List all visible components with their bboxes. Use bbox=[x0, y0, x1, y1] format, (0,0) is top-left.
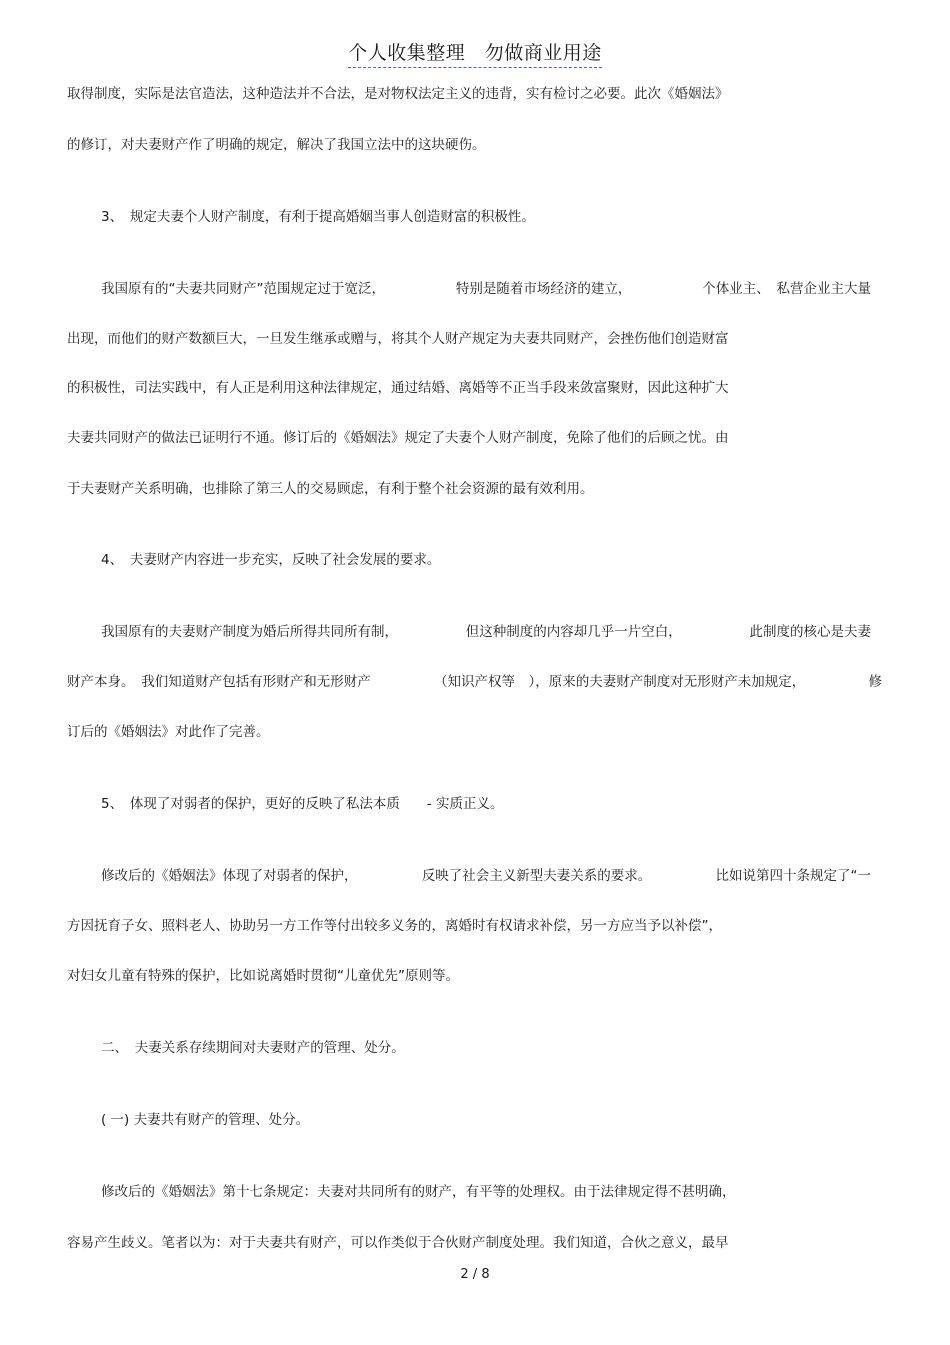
text-line: 出现，而他们的财产数额巨大，一旦发生继承或赠与，将其个人财产规定为夫妻共同财产，会挫伤他们创造财富 bbox=[67, 331, 729, 347]
text-line bbox=[67, 672, 882, 692]
text-segment: 我国原有的“夫妻共同财产”范围规定过于宽泛， bbox=[101, 281, 385, 297]
text-line: 取得制度，实际是法官造法，这种造法并不合法，是对物权法定主义的违背，实有检讨之必要。此次《婚姻法》 bbox=[67, 86, 729, 102]
text-line: 修改后的《婚姻法》第十七条规定：夫妻对共同所有的财产，有平等的处理权。由于法律规定得不甚明确， bbox=[101, 1184, 736, 1200]
subsection-heading: ( 一) 夫妻共有财产的管理、处分。 bbox=[101, 1112, 310, 1128]
text-segment: 但这种制度的内容却几乎一片空白， bbox=[465, 624, 682, 640]
section-heading: 3、 规定夫妻个人财产制度，有利于提高婚姻当事人创造财富的积极性。 bbox=[101, 209, 535, 225]
text-line bbox=[101, 622, 871, 642]
text-segment: （知识产权等 ），原来的夫妻财产制度对无形财产未加规定， bbox=[434, 674, 806, 690]
text-segment: 此制度的核心是夫妻 bbox=[749, 624, 871, 640]
text-segment: 我国原有的夫妻财产制度为婚后所得共同所有制， bbox=[101, 624, 398, 640]
text-segment: 修改后的《婚姻法》体现了对弱者的保护， bbox=[101, 868, 358, 884]
text-line: 方因抚育子女、照料老人、协助另一方工作等付出较多义务的，离婚时有权请求补偿，另一方应当予以补偿”， bbox=[67, 918, 722, 934]
page-header bbox=[0, 38, 950, 65]
text-segment: 个体业主、 私营企业主大量 bbox=[702, 281, 871, 297]
text-segment: 比如说第四十条规定了“一 bbox=[715, 868, 871, 884]
text-line: 的积极性，司法实践中，有人正是利用这种法律规定，通过结婚、离婚等不正当手段来敛富聚财，因此这种扩大 bbox=[67, 380, 729, 396]
text-line bbox=[101, 866, 871, 886]
text-line: 的修订，对夫妻财产作了明确的规定，解决了我国立法中的这块硬伤。 bbox=[67, 137, 486, 153]
text-segment: 反映了社会主义新型夫妻关系的要求。 bbox=[421, 868, 652, 884]
text-line bbox=[101, 279, 871, 299]
text-segment: 修 bbox=[868, 674, 882, 690]
text-line: 对妇女儿童有特殊的保护，比如说离婚时贯彻“儿童优先”原则等。 bbox=[67, 968, 459, 984]
section-heading: 4、 夫妻财产内容进一步充实，反映了社会发展的要求。 bbox=[101, 552, 441, 568]
section-heading: 二、 夫妻关系存续期间对夫妻财产的管理、处分。 bbox=[101, 1040, 405, 1056]
text-line: 夫妻共同财产的做法已证明行不通。修订后的《婚姻法》规定了夫妻个人财产制度，免除了他们的后顾之忧。由 bbox=[67, 430, 729, 446]
text-line: 订后的《婚姻法》对此作了完善。 bbox=[67, 724, 270, 740]
text-segment: 财产本身。 我们知道财产包括有形财产和无形财产 bbox=[67, 674, 371, 690]
header-text: 个人收集整理 勿做商业用途 bbox=[348, 42, 602, 68]
page-number: 2 / 8 bbox=[460, 1267, 490, 1282]
text-line: 容易产生歧义。笔者以为：对于夫妻共有财产，可以作类似于合伙财产制度处理。我们知道，合伙之意义，最早 bbox=[67, 1235, 729, 1251]
text-line: 于夫妻财产关系明确，也排除了第三人的交易顾虑，有利于整个社会资源的最有效利用。 bbox=[67, 481, 594, 497]
text-segment: 特别是随着市场经济的建立， bbox=[455, 281, 632, 297]
section-heading: 5、 体现了对弱者的保护，更好的反映了私法本质 - 实质正义。 bbox=[101, 796, 504, 812]
